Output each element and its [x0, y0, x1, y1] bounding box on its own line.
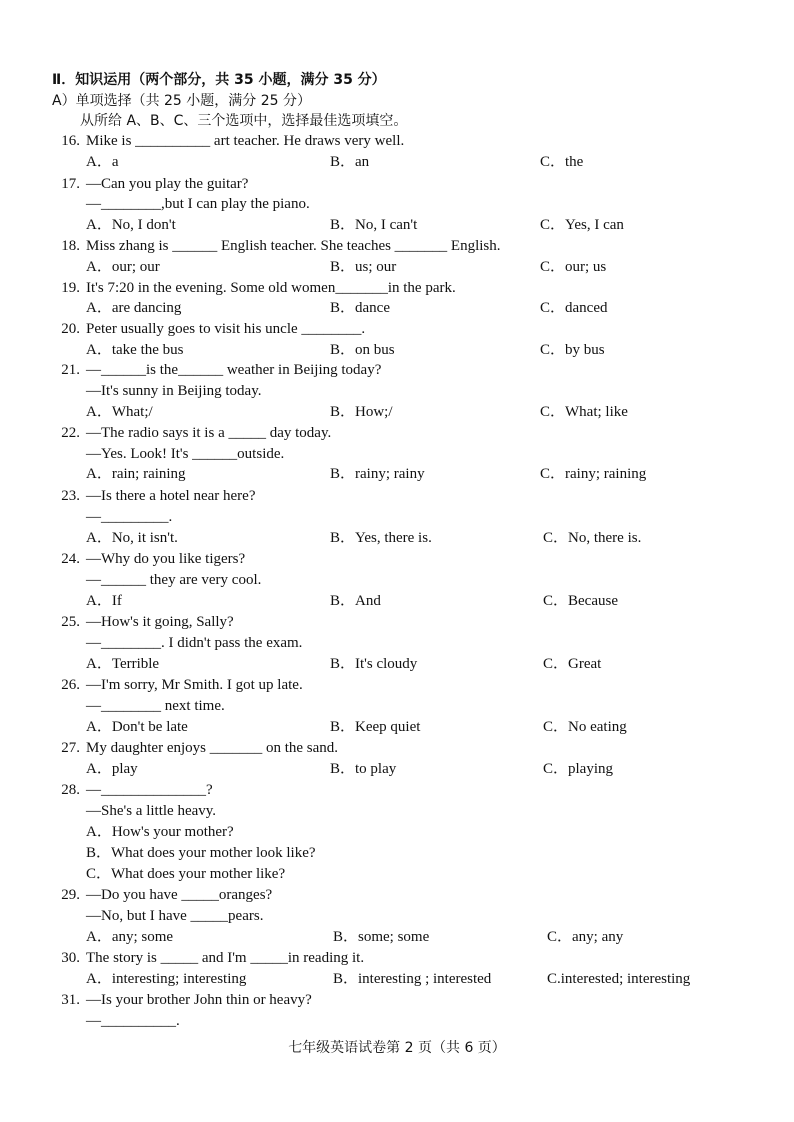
question-stem: Mike is __________ art teacher. He draws very well.	[86, 133, 405, 149]
answer-option[interactable]: B．us; our	[330, 259, 397, 275]
answer-option[interactable]: C.interested; interesting	[547, 971, 691, 987]
question-number: 20.	[61, 321, 80, 337]
question-stem: —Yes. Look! It's ______outside.	[86, 446, 285, 462]
answer-option[interactable]: B．No, I can't	[330, 217, 418, 233]
answer-option[interactable]: C．by bus	[540, 342, 605, 358]
question-stem: —________. I didn't pass the exam.	[86, 635, 303, 651]
question-number: 18.	[61, 238, 80, 254]
answer-option[interactable]: B．an	[330, 154, 370, 170]
answer-option[interactable]: C．What does your mother like?	[86, 866, 286, 882]
question-number: 29.	[61, 887, 80, 903]
question-stem: —________,but I can play the piano.	[86, 196, 310, 212]
question-stem: —Can you play the guitar?	[86, 176, 249, 192]
answer-option[interactable]: B．some; some	[333, 929, 430, 945]
question-number: 28.	[61, 782, 80, 798]
question-stem: —How's it going, Sally?	[86, 614, 234, 630]
answer-option[interactable]: A．How's your mother?	[86, 824, 234, 840]
question-stem: Peter usually goes to visit his uncle ________.	[86, 321, 366, 337]
answer-option[interactable]: B．on bus	[330, 342, 395, 358]
section-title: Ⅱ．知识运用（两个部分，共 35 小题，满分 35 分）	[52, 72, 386, 88]
page-footer: 七年级英语试卷第 2 页（共 6 页）	[288, 1040, 506, 1056]
question-stem: —______ they are very cool.	[86, 572, 262, 588]
answer-option[interactable]: B．And	[330, 593, 381, 609]
question-stem: —No, but I have _____pears.	[86, 908, 264, 924]
answer-option[interactable]: B．It's cloudy	[330, 656, 418, 672]
answer-option[interactable]: B．How;/	[330, 404, 393, 420]
answer-option[interactable]: B．What does your mother look like?	[86, 845, 316, 861]
answer-option[interactable]: C．No eating	[543, 719, 627, 735]
answer-option[interactable]: A．What;/	[86, 404, 153, 420]
question-stem: —__________.	[86, 1013, 180, 1029]
question-number: 24.	[61, 551, 80, 567]
answer-option[interactable]: A．are dancing	[86, 300, 182, 316]
question-stem: —The radio says it is a _____ day today.	[86, 425, 332, 441]
question-number: 23.	[61, 488, 80, 504]
question-number: 19.	[61, 280, 80, 296]
answer-option[interactable]: A．Terrible	[86, 656, 160, 672]
answer-option[interactable]: B．interesting ; interested	[333, 971, 492, 987]
question-stem: —______________?	[86, 782, 213, 798]
part-a-title: A）单项选择（共 25 小题，满分 25 分）	[52, 93, 312, 109]
question-number: 30.	[61, 950, 80, 966]
question-stem: My daughter enjoys _______ on the sand.	[86, 740, 339, 756]
question-number: 17.	[61, 176, 80, 192]
answer-option[interactable]: C．No, there is.	[543, 530, 642, 546]
answer-option[interactable]: C．the	[540, 154, 584, 170]
answer-option[interactable]: B．dance	[330, 300, 390, 316]
answer-option[interactable]: C．rainy; raining	[540, 466, 647, 482]
answer-option[interactable]: A．Don't be late	[86, 719, 188, 735]
answer-option[interactable]: C．our; us	[540, 259, 607, 275]
question-stem: The story is _____ and I'm _____in reading it.	[86, 950, 365, 966]
question-number: 31.	[61, 992, 80, 1008]
question-stem: —________ next time.	[86, 698, 225, 714]
answer-option[interactable]: A．If	[86, 593, 122, 609]
answer-option[interactable]: C．danced	[540, 300, 608, 316]
answer-option[interactable]: A．No, it isn't.	[86, 530, 178, 546]
answer-option[interactable]: A．a	[86, 154, 119, 170]
question-stem: —______is the______ weather in Beijing today?	[86, 362, 382, 378]
answer-option[interactable]: A．No, I don't	[86, 217, 176, 233]
question-number: 22.	[61, 425, 80, 441]
question-stem: It's 7:20 in the evening. Some old women_______in the park.	[86, 280, 456, 296]
answer-option[interactable]: C．playing	[543, 761, 613, 777]
question-number: 21.	[61, 362, 80, 378]
answer-option[interactable]: A．any; some	[86, 929, 174, 945]
answer-option[interactable]: C．Great	[543, 656, 602, 672]
question-number: 26.	[61, 677, 80, 693]
answer-option[interactable]: B．rainy; rainy	[330, 466, 425, 482]
instruction: 从所给 A、B、C、三个选项中，选择最佳选项填空。	[80, 113, 408, 129]
answer-option[interactable]: C．any; any	[547, 929, 624, 945]
question-stem: —_________.	[86, 509, 173, 525]
question-stem: —It's sunny in Beijing today.	[86, 383, 262, 399]
answer-option[interactable]: A．take the bus	[86, 342, 184, 358]
question-stem: —I'm sorry, Mr Smith. I got up late.	[86, 677, 303, 693]
answer-option[interactable]: B．Keep quiet	[330, 719, 421, 735]
answer-option[interactable]: C．What; like	[540, 404, 628, 420]
question-stem: —Do you have _____oranges?	[86, 887, 273, 903]
answer-option[interactable]: B．to play	[330, 761, 397, 777]
answer-option[interactable]: A．play	[86, 761, 138, 777]
answer-option[interactable]: A．rain; raining	[86, 466, 186, 482]
question-stem: —Why do you like tigers?	[86, 551, 246, 567]
answer-option[interactable]: B．Yes, there is.	[330, 530, 432, 546]
question-number: 27.	[61, 740, 80, 756]
answer-option[interactable]: A．our; our	[86, 259, 160, 275]
question-number: 16.	[61, 133, 80, 149]
answer-option[interactable]: A．interesting; interesting	[86, 971, 247, 987]
question-stem: —She's a little heavy.	[86, 803, 217, 819]
answer-option[interactable]: C．Because	[543, 593, 618, 609]
question-stem: —Is your brother John thin or heavy?	[86, 992, 312, 1008]
question-stem: —Is there a hotel near here?	[86, 488, 256, 504]
answer-option[interactable]: C．Yes, I can	[540, 217, 624, 233]
question-stem: Miss zhang is ______ English teacher. She teaches _______ English.	[86, 238, 501, 254]
question-number: 25.	[61, 614, 80, 630]
